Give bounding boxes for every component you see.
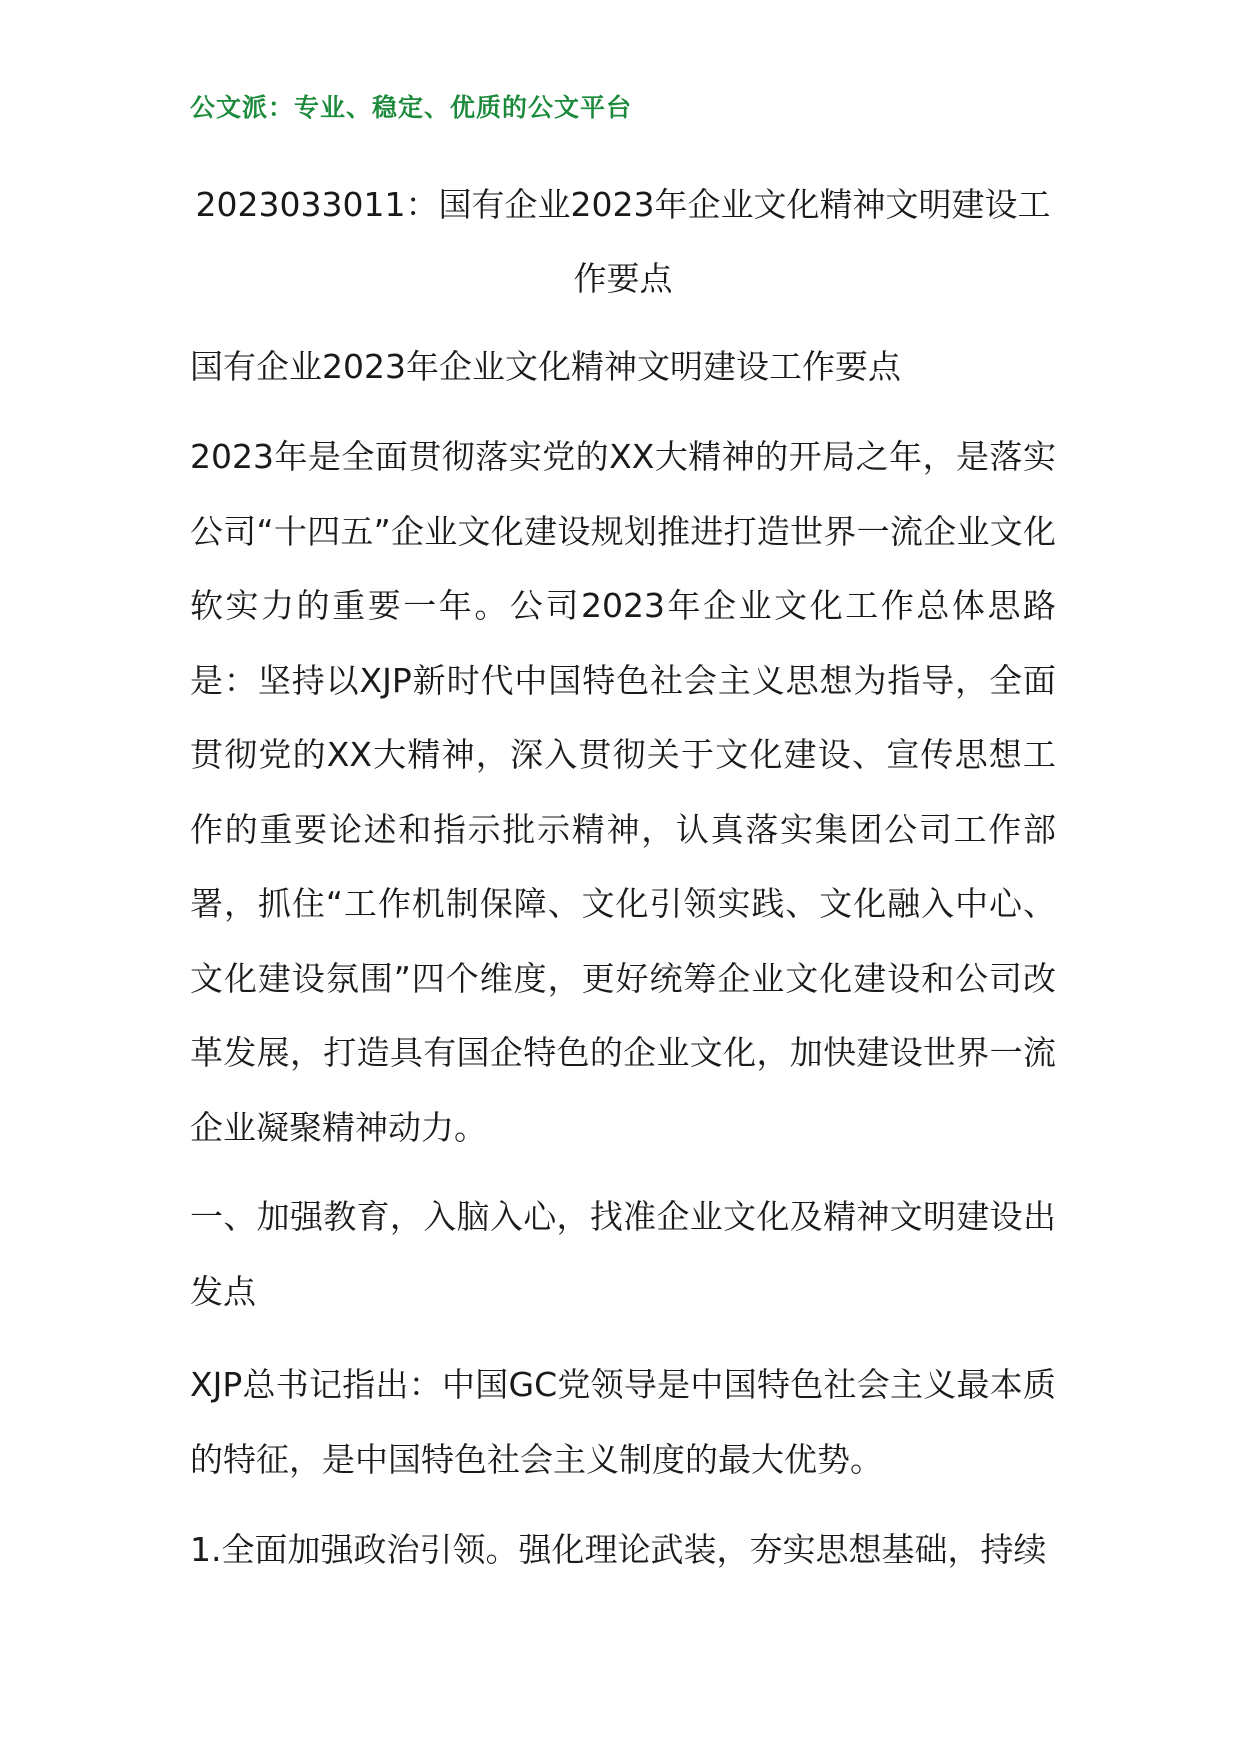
header-brand-text: 公文派：专业、稳定、优质的公文平台 xyxy=(190,93,633,122)
document-subtitle: 国有企业2023年企业文化精神文明建设工作要点 xyxy=(190,347,901,386)
paragraph-quote: XJP总书记指出：中国GC党领导是中国特色社会主义最本质的特征，是中国特色社会主义制度的最大优势。 xyxy=(190,1365,1056,1479)
paragraph-item-1: 1.全面加强政治引领。强化理论武装，夯实思想基础，持续 xyxy=(190,1530,1047,1569)
document-title: 2023033011：国有企业2023年企业文化精神文明建设工作要点 xyxy=(195,185,1051,298)
section-heading-1: 一、加强教育，入脑入心，找准企业文化及精神文明建设出发点 xyxy=(190,1197,1056,1311)
paragraph-intro: 2023年是全面贯彻落实党的XX大精神的开局之年，是落实公司“十四五”企业文化建设规划推进打造世界一流企业文化软实力的重要一年。公司2023年企业文化工作总体思路是：坚持以XJP新时代中国特色社会主义思想为指导，全面贯彻党的XX大精神，深入贯彻关于文化建设、宣传思想工作的重要论述和指示批示精神，认真落实集团公司工作部署，抓住“工作机制保障、文化引领实践、文化融入中心、文化建设氛围”四个维度，更好统筹企业文化建设和公司改革发展，打造具有国企特色的企业文化，加快建设世界一流企业凝聚精神动力。 xyxy=(190,437,1056,1147)
